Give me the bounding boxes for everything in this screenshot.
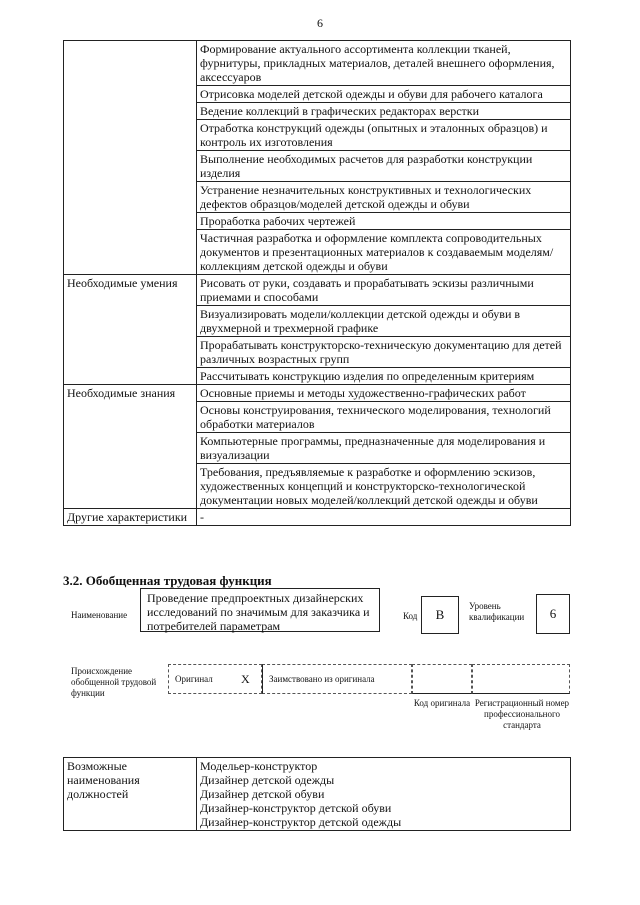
table-cell: Формирование актуального ассортимента коллекции тканей, фурнитуры, прикладных материалов, деталей внешнего оформления, аксессуаров [197, 41, 571, 86]
skills-label: Необходимые умения [64, 275, 197, 385]
qualification-level-label: Уровень квалификации [469, 601, 525, 622]
name-label: Наименование [71, 610, 128, 620]
positions-table [63, 757, 571, 831]
list-item: Дизайнер детской обуви [200, 787, 325, 801]
origin-label: Происхождение обобщенной трудовой функции [71, 666, 157, 698]
table-cell: Проработка рабочих чертежей [197, 213, 571, 230]
borrowed-cell [262, 664, 412, 694]
code-original-caption: Код оригинала [413, 698, 471, 708]
code-original-cell [412, 664, 472, 694]
table-cell: Требования, предъявляемые к разработке и оформлению эскизов, художественных концепций и конструкторско-технологической документации новых моделей/коллекций детской одежды и обуви [197, 464, 571, 509]
positions-label: Возможные наименования должностей [64, 758, 197, 831]
table-cell: Ведение коллекций в графических редакторах верстки [197, 103, 571, 120]
table-cell: Основные приемы и методы художественно-графических работ [197, 385, 571, 402]
table-cell: Основы конструирования, технического моделирования, технологий обработки материалов [197, 402, 571, 433]
table-cell: Выполнение необходимых расчетов для разработки конструкции изделия [197, 151, 571, 182]
table-row [64, 41, 571, 86]
table-cell: Устранение незначительных конструктивных и технологических дефектов образцов/моделей детской одежды и обуви [197, 182, 571, 213]
table-row [64, 758, 571, 831]
knowledge-label: Необходимые знания [64, 385, 197, 509]
original-label: Оригинал [175, 674, 213, 684]
section-title: 3.2. Обобщенная трудовая функция [63, 573, 272, 588]
table-cell: Отработка конструкций одежды (опытных и эталонных образцов) и контроль их изготовления [197, 120, 571, 151]
table-cell: Рисовать от руки, создавать и прорабатывать эскизы различными приемами и способами [197, 275, 571, 306]
table-cell: Прорабатывать конструкторско-техническую документацию для детей различных возрастных групп [197, 337, 571, 368]
table-row [64, 275, 571, 306]
borrowed-label: Заимствовано из оригинала [269, 674, 375, 684]
code-box: B [421, 596, 459, 634]
list-item: Дизайнер-конструктор детской одежды [200, 815, 402, 829]
list-item: Дизайнер-конструктор детской обуви [200, 801, 392, 815]
function-name-box: Проведение предпроектных дизайнерских исследований по значимым для заказчика и потребителей параметрам [140, 588, 380, 632]
page-number: 6 [317, 16, 323, 30]
table-cell: Визуализировать модели/коллекции детской одежды и обуви в двухмерной и трехмерной графике [197, 306, 571, 337]
empty-label-cell [64, 41, 197, 275]
positions-list [197, 758, 571, 831]
original-cell [168, 664, 262, 694]
origin-row [168, 664, 570, 694]
other-value: - [197, 509, 571, 526]
table-cell: Частичная разработка и оформление комплекта сопроводительных документов и презентационных материалов к создаваемым моделям/коллекциям детской одежды и обуви [197, 230, 571, 275]
list-item: Дизайнер детской одежды [200, 773, 335, 787]
other-label: Другие характеристики [64, 509, 197, 526]
table-row [64, 385, 571, 402]
reg-number-cell [472, 664, 570, 694]
table-row [64, 509, 571, 526]
table-cell: Рассчитывать конструкцию изделия по определенным критериям [197, 368, 571, 385]
competency-table [63, 40, 571, 526]
table-cell: Отрисовка моделей детской одежды и обуви для рабочего каталога [197, 86, 571, 103]
original-mark: X [241, 672, 250, 686]
table-cell: Компьютерные программы, предназначенные для моделирования и визуализации [197, 433, 571, 464]
code-label: Код [403, 611, 418, 621]
reg-number-caption: Регистрационный номер профессионального стандарта [474, 698, 570, 730]
qualification-level-box: 6 [536, 594, 570, 634]
list-item: Модельер-конструктор [200, 759, 318, 773]
